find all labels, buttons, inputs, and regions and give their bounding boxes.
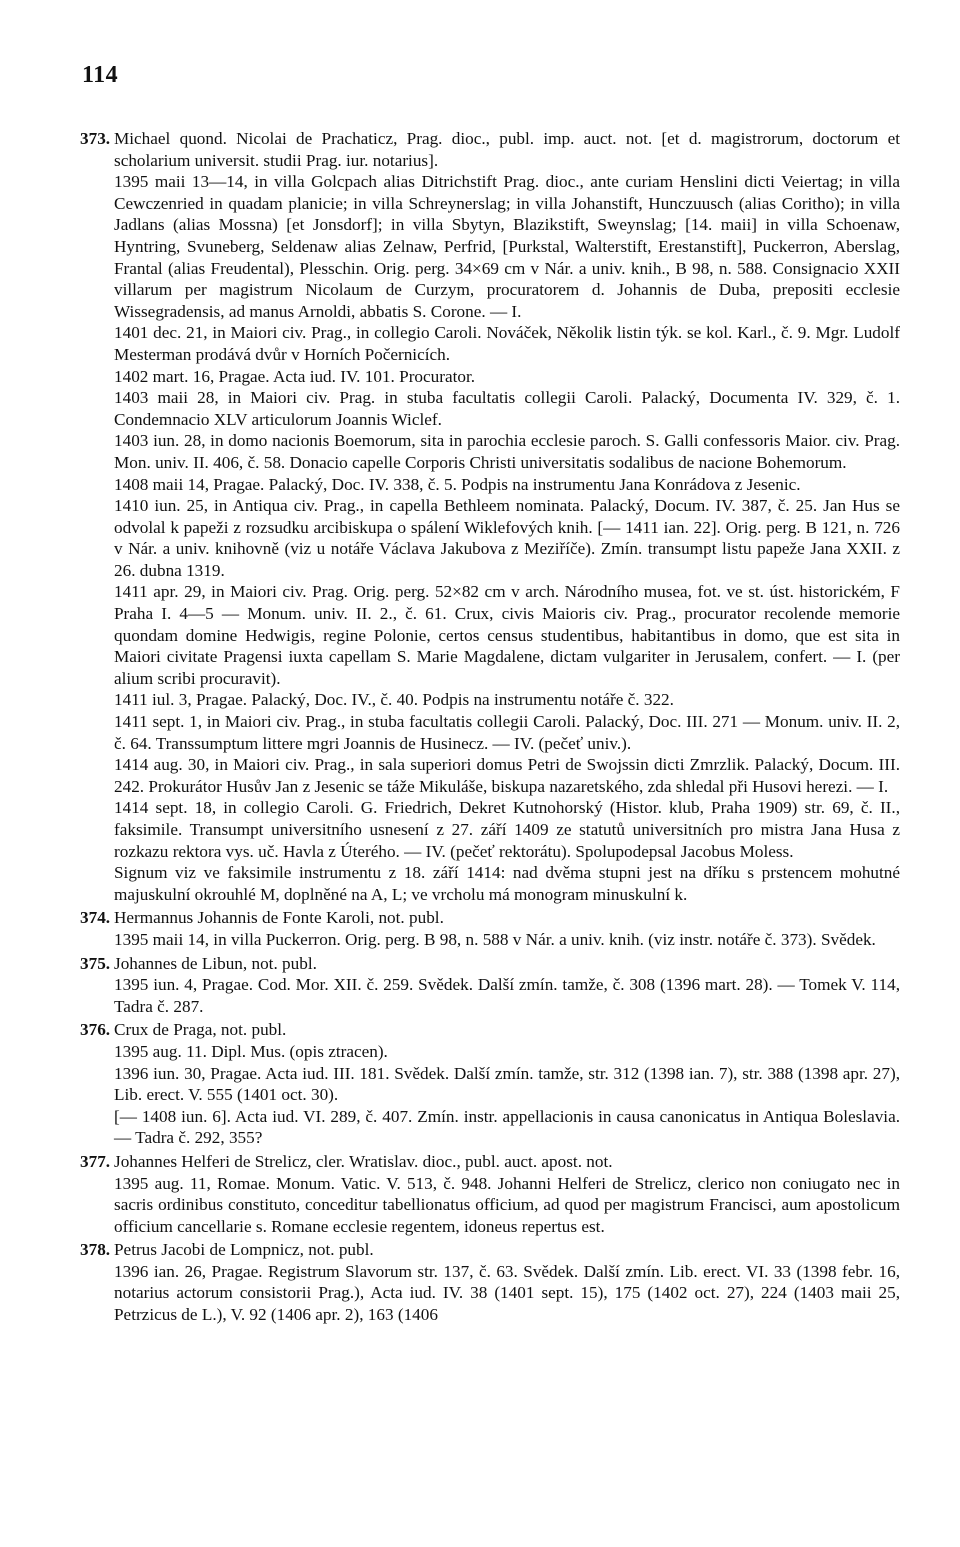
entry-record: 1395 maii 14, in villa Puckerron. Orig. perg. B 98, n. 588 v Nár. a univ. knih. (viz instr. notáře č. 373). Svědek. bbox=[114, 929, 876, 949]
entry-record: 1403 iun. 28, in domo nacionis Boemorum, sita in parochia ecclesie paroch. S. Galli confessoris Maior. civ. Prag. Mon. univ. II. 406, č. 58. Donacio capelle Corporis Christi universitatis sodalibus de nacione Bohemorum. bbox=[114, 431, 900, 472]
entry-record: 1396 ian. 26, Pragae. Registrum Slavorum str. 137, č. 63. Svědek. Další zmín. Lib. erect. VI. 33 (1398 febr. 16, notarius actorum consistorii Prag.), Acta iud. IV. 38 (1401 sept. 15), 175 (1402 oct. 27), 224 (1403 maii 25, Petrzicus de L.), V. 92 (1406 apr. 2), 163 (1406 bbox=[114, 1261, 900, 1325]
entries-list bbox=[80, 128, 900, 1328]
entry-number: 376. bbox=[80, 1020, 111, 1040]
entry-heading: Hermannus Johannis de Fonte Karoli, not. publ. bbox=[114, 908, 444, 928]
entry-heading: Petrus Jacobi de Lompnicz, not. publ. bbox=[114, 1240, 374, 1260]
entry-record: 1411 sept. 1, in Maiori civ. Prag., in stuba facultatis collegii Caroli. Palacký, Doc. III. 271 — Monum. univ. II. 2, č. 64. Transsumptum littere mgri Joannis de Husinecz. — IV. (pečeť univ.). bbox=[114, 712, 900, 753]
entry-record: 1411 iul. 3, Pragae. Palacký, Doc. IV., č. 40. Podpis na instrumentu notáře č. 322. bbox=[114, 690, 674, 710]
entry-record: 1414 aug. 30, in Maiori civ. Prag., in sala superiori domus Petri de Swojssin dicti Zmrzlik. Palacký, Docum. III. 242. Prokurátor Husův Jan z Jesenic se táže Mikuláše, biskupa nazaretského, zda shledal při Husovi herezi. — I. bbox=[114, 755, 900, 796]
entry-number: 375. bbox=[80, 953, 111, 973]
entry-record: 1411 apr. 29, in Maiori civ. Prag. Orig. perg. 52×82 cm v arch. Národního musea, fot. ve st. úst. historickém, F Praha I. 4—5 — Monum. univ. II. 2., č. 61. Crux, civis Maioris civ. Prag., procurator recolende memorie quondam domine Hedwigis, regine Polonie, certos census studentibus, habitantibus in domo, que est sita in Maiori civitate Pragensi iuxta capellam S. Marie Magdalene, dictam vulgariter in Jerusalem, confert. — I. (per alium scribi procuravit). bbox=[114, 582, 900, 688]
page-number: 114 bbox=[82, 62, 119, 88]
entry-heading: Johannes de Libun, not. publ. bbox=[114, 953, 317, 973]
entry-number: 378. bbox=[80, 1240, 111, 1260]
entry-374 bbox=[80, 907, 900, 950]
entry-record: 1410 iun. 25, in Antiqua civ. Prag., in capella Bethleem nominata. Palacký, Docum. IV. 387, č. 25. Jan Hus se odvolal k papeži z rozsudku arcibiskupa o spálení Wiklefových knih. [— 1411 ian. 22]. Orig. perg. B 121, n. 726 v Nár. a univ. knihovně (viz u notáře Václava Jakubova z Meziříče). Zmín. transumpt listu papeže Jana XXII. z 26. dubna 1319. bbox=[114, 496, 900, 580]
entry-record: 1395 aug. 11, Romae. Monum. Vatic. V. 513, č. 948. Johanni Helferi de Strelicz, clerico non coniugato nec in sacris ordinibus constituto, conceditur tabellionatus officium, ad quod per magistrum Francisci, aum apostolicum officium cancellarie s. Romane ecclesie regentem, idoneus repertus est. bbox=[114, 1173, 900, 1236]
entry-record: 1402 mart. 16, Pragae. Acta iud. IV. 101. Procurator. bbox=[114, 366, 476, 386]
entry-heading: Johannes Helferi de Strelicz, cler. Wratislav. dioc., publ. auct. apost. not. bbox=[114, 1151, 613, 1171]
entry-378 bbox=[80, 1239, 900, 1325]
entry-number: 374. bbox=[80, 908, 111, 928]
entry-373 bbox=[80, 128, 900, 905]
entry-record: [— 1408 iun. 6]. Acta iud. VI. 289, č. 407. Zmín. instr. appellacionis in causa canonicatus in Antiqua Boleslavia. — Tadra č. 292, 355? bbox=[114, 1106, 900, 1148]
entry-record: 1396 iun. 30, Pragae. Acta iud. III. 181. Svědek. Další zmín. tamže, str. 312 (1398 ian. 7), str. 388 (1398 apr. 27), Lib. erect. V. 555 (1401 oct. 30). bbox=[114, 1063, 900, 1105]
entry-376 bbox=[80, 1019, 900, 1149]
entry-377 bbox=[80, 1151, 900, 1237]
entry-number: 373. bbox=[80, 129, 111, 148]
entry-record: 1401 dec. 21, in Maiori civ. Prag., in collegio Caroli. Nováček, Několik listin týk. se kol. Karl., č. 9. Mgr. Ludolf Mesterman prodává dvůr v Horních Počernicích. bbox=[114, 323, 900, 364]
entry-record: 1395 iun. 4, Pragae. Cod. Mor. XII. č. 259. Svědek. Další zmín. tamže, č. 308 (1396 mart. 28). — Tomek V. 114, Tadra č. 287. bbox=[114, 975, 900, 1016]
entry-record: 1408 maii 14, Pragae. Palacký, Doc. IV. 338, č. 5. Podpis na instrumentu Jana Konrádova z Jesenic. bbox=[114, 474, 801, 494]
entry-record: 1403 maii 28, in Maiori civ. Prag. in stuba facultatis collegii Caroli. Palacký, Documenta IV. 329, č. 1. Condemnacio XLV articulorum Joannis Wiclef. bbox=[114, 388, 900, 429]
entry-record: Signum viz ve faksimile instrumentu z 18. září 1414: nad dvěma stupni jest na dříku s prstencem mohutné majuskulní okrouhlé M, doplněné na A, L; ve vrcholu má monogram minuskulní k. bbox=[114, 863, 900, 904]
entry-heading: Crux de Praga, not. publ. bbox=[114, 1020, 287, 1040]
entry-heading: Michael quond. Nicolai de Prachaticz, Prag. dioc., publ. imp. auct. not. [et d. magistrorum, doctorum et scholarium universit. studii Prag. iur. notarius]. bbox=[114, 129, 900, 170]
entry-record: 1395 maii 13—14, in villa Golcpach alias Ditrichstift Prag. dioc., ante curiam Henslini dicti Veiertag; in villa Cewczenried in quadam planicie; in villa Schreynerslag; in villa Johanstift, Hunczuusch (alias Coritho); in villa Jadlans (alias Mossna) [et Jonsdorf]; in villa Sbytyn, Blazikstift, Sweynslag; [14. maii] in villa Schoenaw, Hyntring, Svuneberg, Seldenaw alias Zelnaw, Perfrid, [Purkstal, Walterstift, Erestanstift], Puckerron, Aberslag, Frantal (alias Freudental), Plesschin. Orig. perg. 34×69 cm v Nár. a univ. knih., B 98, n. 588. Consignacio XXII villarum per magistrum Nicolaum de Curzym, procuratorem d. Johannis de Duba, prepositi ecclesie Wissegradensis, ad manus Arnoldi, abbatis S. Corone. — I. bbox=[114, 172, 900, 321]
entry-number: 377. bbox=[80, 1151, 111, 1171]
entry-record: 1414 sept. 18, in collegio Caroli. G. Friedrich, Dekret Kutnohorský (Histor. klub, Praha 1909) str. 69, č. II., faksimile. Transumpt universitního usnesení z 27. září 1409 ze statutů universitních pro mistra Jana Husa z rozkazu rektora vys. uč. Havla z Úterého. — IV. (pečeť rektorátu). Spolupodepsal Jacobus Moless. bbox=[114, 798, 900, 861]
entry-375 bbox=[80, 953, 900, 1018]
entry-record: 1395 aug. 11. Dipl. Mus. (opis ztracen). bbox=[114, 1041, 388, 1061]
